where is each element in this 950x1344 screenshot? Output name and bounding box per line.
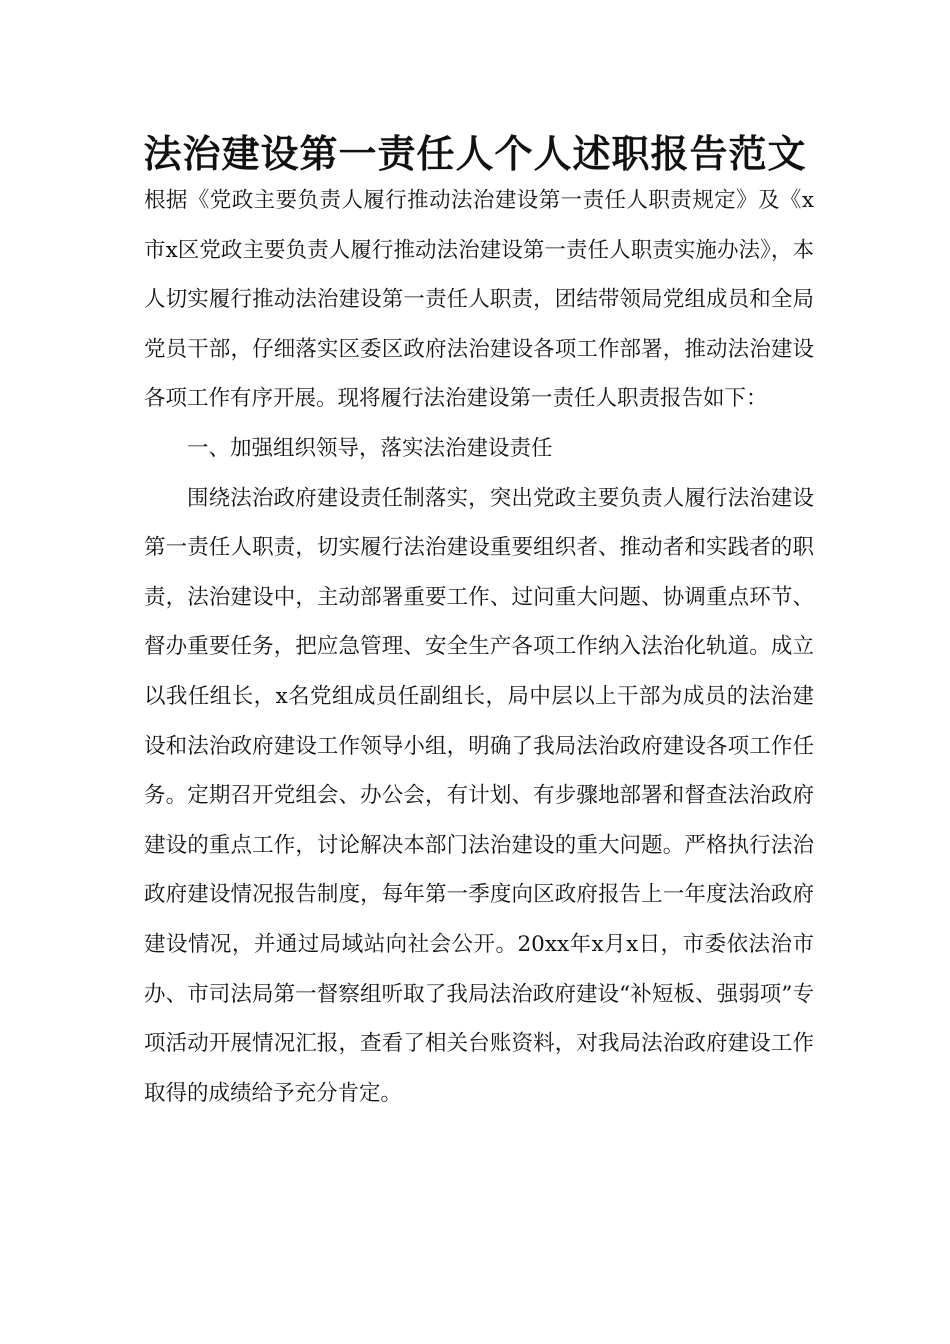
document-body: [144, 176, 814, 1118]
section-paragraph-1: 围绕法治政府建设责任制落实，突出党政主要负责人履行法治建设第一责任人职责，切实履行法治建设重要组织者、推动者和实践者的职责，法治建设中，主动部署重要工作、过问重大问题、协调重点环节、督办重要任务，把应急管理、安全生产各项工作纳入法治化轨道。成立以我任组长，x名党组成员任副组长，局中层以上干部为成员的法治建设和法治政府建设工作领导小组，明确了我局法治政府建设各项工作任务。定期召开党组会、办公会，有计划、有步骤地部署和督查法治政府建设的重点工作，讨论解决本部门法治建设的重大问题。严格执行法治政府建设情况报告制度，每年第一季度向区政府报告上一年度法治政府建设情况，并通过局域站向社会公开。20xx年x月x日，市委依法治市办、市司法局第一督察组听取了我局法治政府建设“补短板、强弱项”专项活动开展情况汇报，查看了相关台账资料，对我局法治政府建设工作取得的成绩给予充分肯定。: [144, 485, 814, 1106]
section-heading-1: 一、加强组织领导，落实法治建设责任: [187, 435, 553, 461]
document-title: 法治建设第一责任人个人述职报告范文: [143, 132, 807, 176]
intro-paragraph: 根据《党政主要负责人履行推动法治建设第一责任人职责规定》及《x市x区党政主要负责人履行推动法治建设第一责任人职责实施办法》，本人切实履行推动法治建设第一责任人职责，团结带领局党组成员和全局党员干部，仔细落实区委区政府法治建设各项工作部署，推动法治建设各项工作有序开展。现将履行法治建设第一责任人职责报告如下：: [144, 188, 814, 412]
